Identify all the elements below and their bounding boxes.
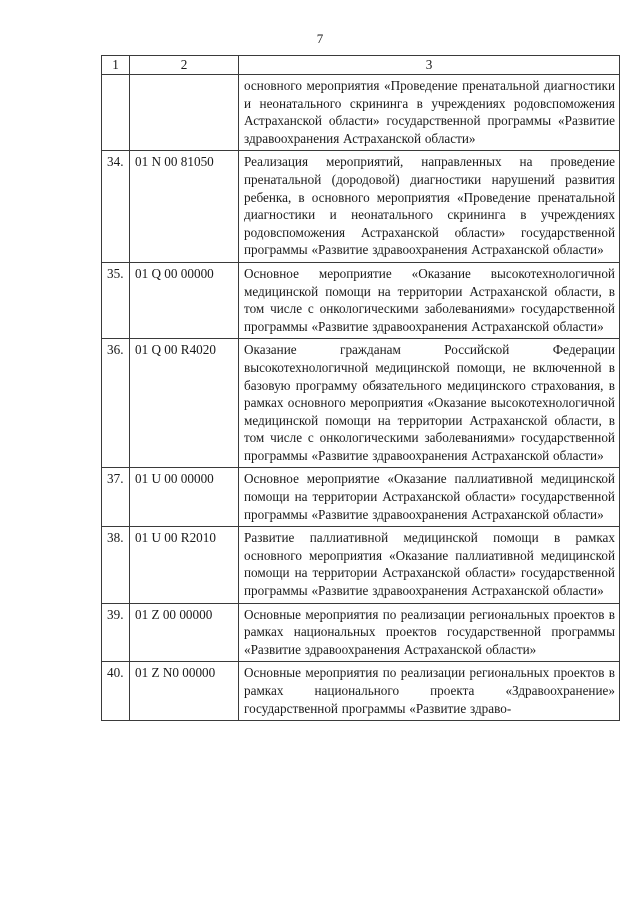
row-code: 01 N 00 81050: [130, 151, 239, 263]
row-number: 36.: [102, 339, 130, 468]
row-code: 01 U 00 R2010: [130, 527, 239, 603]
row-code: 01 U 00 00000: [130, 468, 239, 527]
row-description: Основные мероприятия по реализации региональных проектов в рамках национальных проектов государственной программы «Развитие здравоохранения Астраханской области»: [239, 603, 620, 662]
row-number: 39.: [102, 603, 130, 662]
table-row: [102, 468, 620, 527]
row-code: 01 Q 00 R4020: [130, 339, 239, 468]
table-row: [102, 662, 620, 721]
row-number: 34.: [102, 151, 130, 263]
row-description: Основное мероприятие «Оказание паллиативной медицинской помощи на территории Астраханской области» государственной программы «Развитие здравоохранения Астраханской области»: [239, 468, 620, 527]
row-number: 40.: [102, 662, 130, 721]
row-description: Основные мероприятия по реализации региональных проектов в рамках национального проекта «Здравоохранение» государственной программы «Развитие здраво-: [239, 662, 620, 721]
column-header-description: 3: [239, 56, 620, 75]
row-number: 35.: [102, 262, 130, 338]
row-code: 01 Z 00 00000: [130, 603, 239, 662]
table-row: [102, 527, 620, 603]
table-row: [102, 262, 620, 338]
row-description: Оказание гражданам Российской Федерации высокотехнологичной медицинской помощи, не включенной в базовую программу обязательного медицинского страхования, в рамках основного мероприятия «Оказание высокотехнологичной медицинской помощи на территории Астраханской области, в том числе с онкологическими заболеваниями» государственной программы «Развитие здравоохранения Астраханской области»: [239, 339, 620, 468]
table-row: [102, 151, 620, 263]
row-number: 37.: [102, 468, 130, 527]
row-description: основного мероприятия «Проведение пренатальной диагностики и неонатального скрининга в учреждениях родовспоможения Астраханской области» государственной программы «Развитие здравоохранения Астраханской области»: [239, 75, 620, 151]
row-number: [102, 75, 130, 151]
table-row: [102, 75, 620, 151]
row-code: 01 Z N0 00000: [130, 662, 239, 721]
row-description: Основное мероприятие «Оказание высокотехнологичной медицинской помощи на территории Астраханской области, в том числе с онкологическими заболеваниями» государственной программы «Развитие здравоохранения Астраханской области»: [239, 262, 620, 338]
table-row: [102, 339, 620, 468]
row-number: 38.: [102, 527, 130, 603]
table-header-row: [102, 56, 620, 75]
row-code: 01 Q 00 00000: [130, 262, 239, 338]
page-number: 7: [316, 31, 324, 46]
column-header-number: 1: [102, 56, 130, 75]
budget-classification-table: [101, 55, 620, 721]
row-description: Реализация мероприятий, направленных на проведение пренатальной (дородовой) диагностики нарушений развития ребенка, в основного мероприятия «Проведение пренатальной диагностики и неонатального скрининга в учреждениях родовспоможения Астраханской области» государственной программы «Развитие здравоохранения Астраханской области»: [239, 151, 620, 263]
row-code: [130, 75, 239, 151]
row-description: Развитие паллиативной медицинской помощи в рамках основного мероприятия «Оказание паллиативной медицинской помощи на территории Астраханской области» государственной программы «Развитие здравоохранения Астраханской области»: [239, 527, 620, 603]
table-row: [102, 603, 620, 662]
column-header-code: 2: [130, 56, 239, 75]
